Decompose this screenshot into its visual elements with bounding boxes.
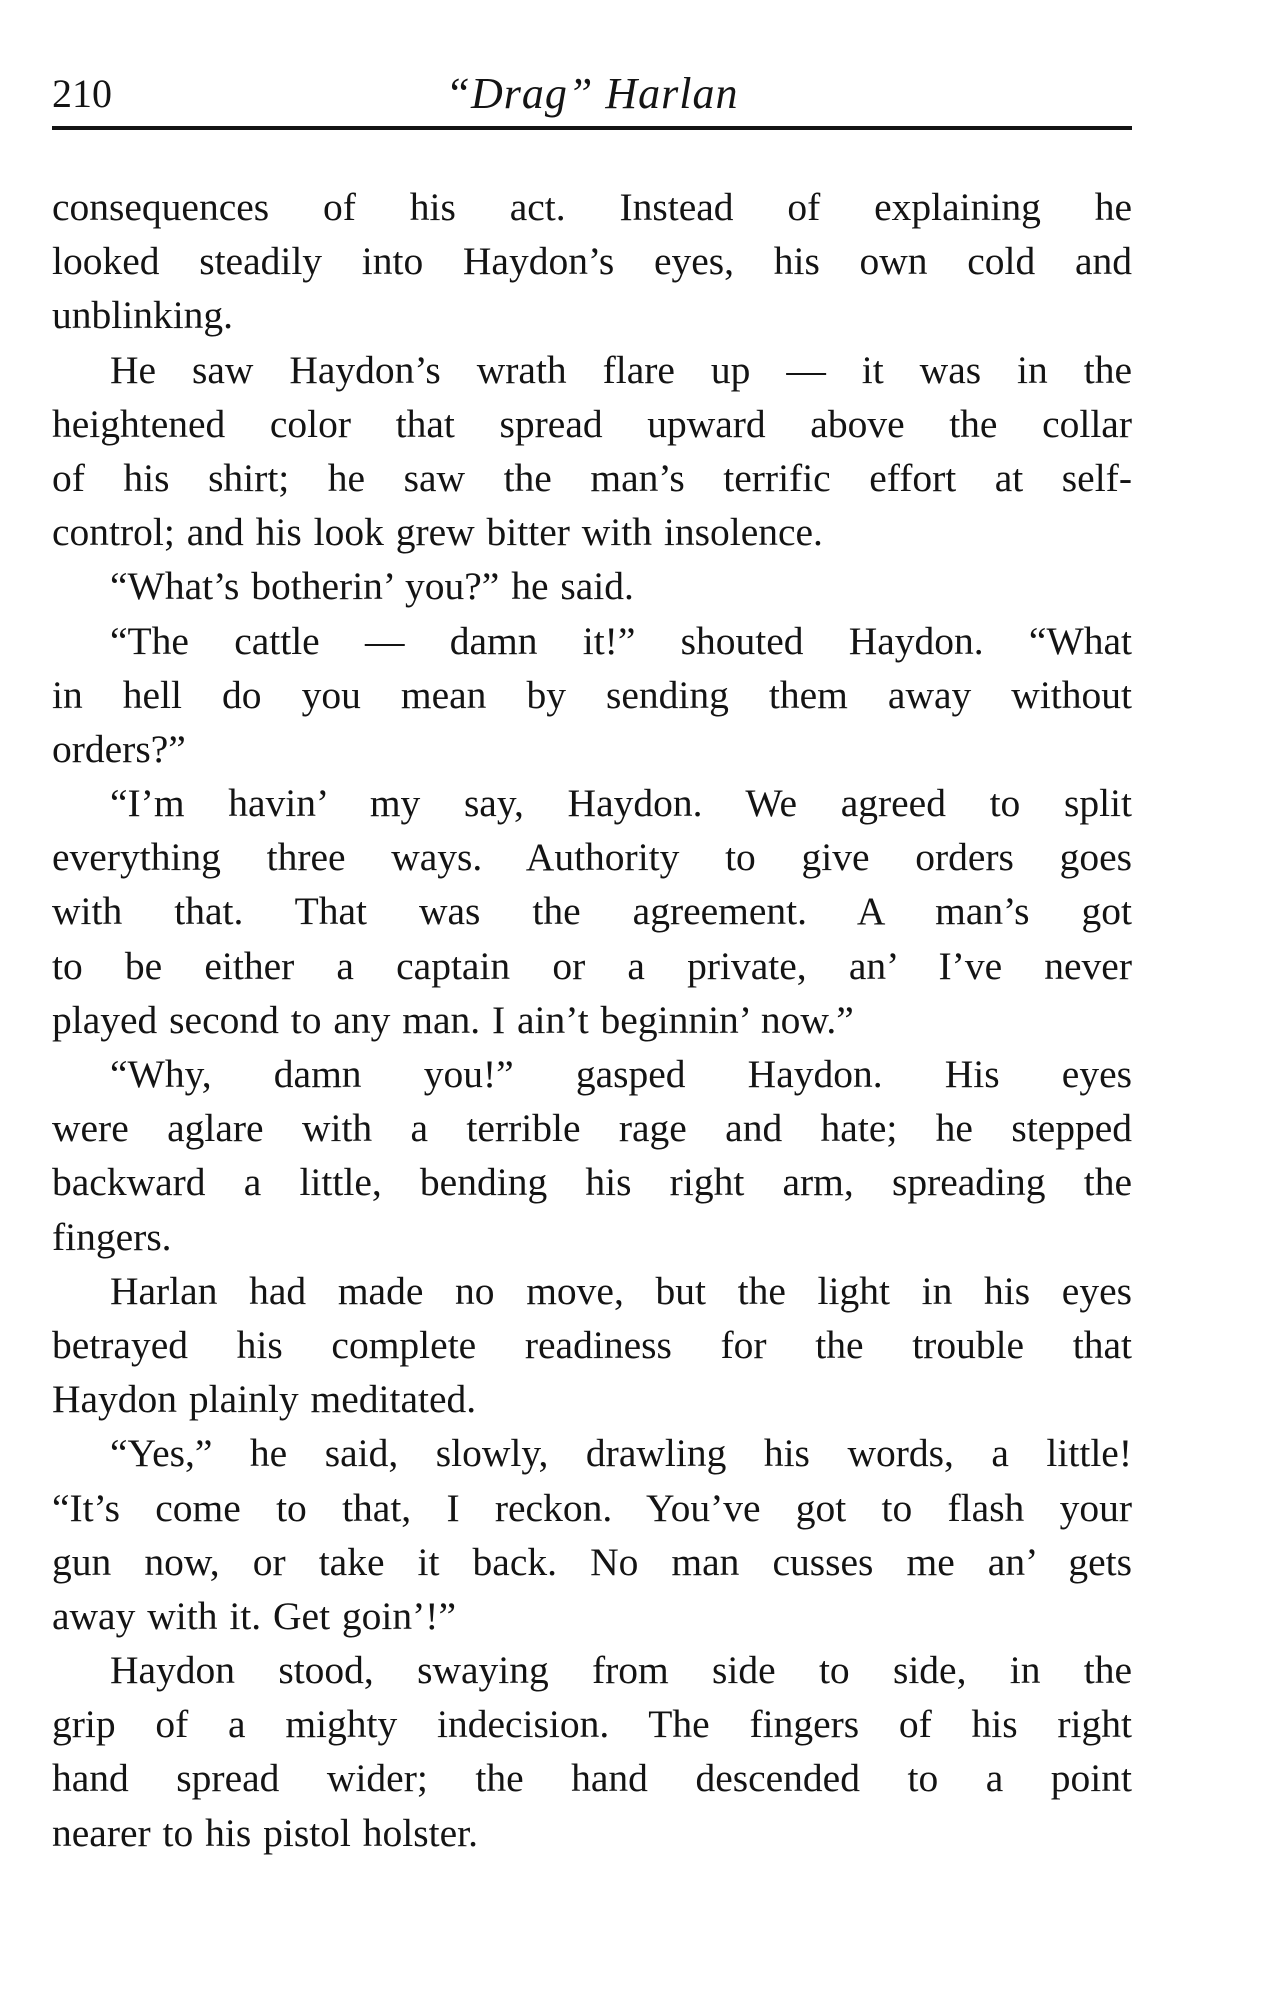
- text-line: orders?”: [52, 726, 186, 771]
- header-rule: [52, 126, 1132, 130]
- text-line: consequences of his act. Instead of explaining he: [52, 185, 1132, 229]
- running-head: “Drag” Harlan: [445, 69, 739, 118]
- text-line: everything three ways. Authority to give orders goes: [52, 835, 1132, 880]
- text-line: control; and his look grew bitter with insolence.: [52, 510, 823, 555]
- text-line: Harlan had made no move, but the light in his eyes: [110, 1268, 1132, 1313]
- page-header: [52, 66, 1132, 126]
- text-line: Haydon stood, swaying from side to side, in the: [110, 1648, 1132, 1693]
- text-line: “Why, damn you!” gasped Haydon. His eyes: [110, 1052, 1132, 1096]
- text-line: Haydon plainly meditated.: [52, 1377, 477, 1422]
- text-line: gun now, or take it back. No man cusses me an’ gets: [52, 1539, 1132, 1584]
- text-line: with that. That was the agreement. A man’s got: [52, 889, 1132, 934]
- text-line: He saw Haydon’s wrath flare up — it was in the: [110, 347, 1132, 392]
- body-text: [52, 180, 1132, 1860]
- text-line: nearer to his pistol holster.: [52, 1810, 478, 1855]
- text-line: unblinking.: [52, 293, 234, 338]
- text-line: backward a little, bending his right arm, spreading the: [52, 1160, 1132, 1205]
- text-line: away with it. Get goin’!”: [52, 1593, 456, 1638]
- page-number: 210: [52, 71, 112, 116]
- text-line: “Yes,” he said, slowly, drawling his words, a little!: [110, 1431, 1132, 1476]
- text-line: hand spread wider; the hand descended to a point: [52, 1756, 1132, 1801]
- text-line: “What’s botherin’ you?” he said.: [110, 564, 634, 609]
- text-line: were aglare with a terrible rage and hate; he stepped: [52, 1106, 1132, 1151]
- text-line: to be either a captain or a private, an’ I’ve never: [52, 943, 1132, 988]
- text-line: heightened color that spread upward above the collar: [52, 401, 1132, 446]
- text-line: grip of a mighty indecision. The fingers of his right: [52, 1702, 1132, 1747]
- text-line: in hell do you mean by sending them away without: [52, 672, 1132, 717]
- text-line: looked steadily into Haydon’s eyes, his own cold and: [52, 239, 1132, 284]
- text-line: “The cattle — damn it!” shouted Haydon. “What: [110, 618, 1132, 663]
- text-line: fingers.: [52, 1214, 172, 1259]
- text-line: played second to any man. I ain’t beginnin’ now.”: [52, 997, 854, 1042]
- text-line: “I’m havin’ my say, Haydon. We agreed to split: [110, 781, 1132, 826]
- text-line: of his shirt; he saw the man’s terrific effort at self-: [52, 455, 1132, 500]
- text-line: betrayed his complete readiness for the trouble that: [52, 1322, 1132, 1367]
- text-line: “It’s come to that, I reckon. You’ve got to flash your: [52, 1485, 1132, 1530]
